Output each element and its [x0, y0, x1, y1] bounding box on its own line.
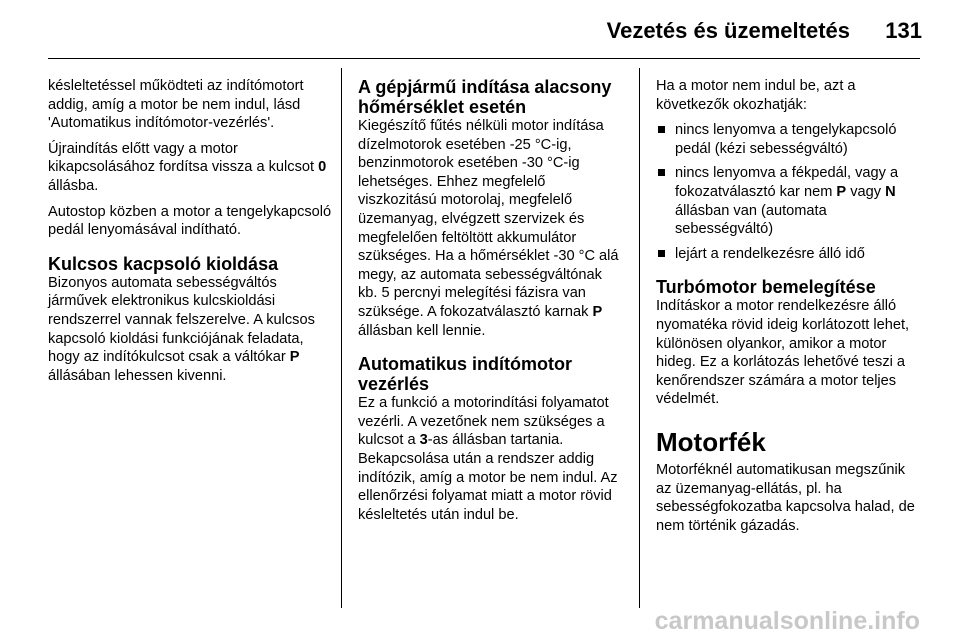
text: Kiegészítő fűtés nélküli motor indítása dízelmotorok esetében -25 °C-ig, benzinmotorok esetében -30 °C-ig lehetséges. Ehhez megfelelő viszkozitású motorolaj, megfelelő üzemanyag, elvégzett szervizek és megfelelően feltöltött akkumulátor szükséges. Ha a hőmérséklet -30 °C alá megy, az automata sebességváltónak kb. 5 percnyi melegítési fázisra van szüksége. A fokozatválasztó karnak — [358, 118, 619, 320]
key-position: 3 — [419, 432, 428, 449]
bullet-list — [656, 121, 920, 263]
paragraph — [358, 117, 620, 340]
chapter-title: Vezetés és üzemeltetés — [606, 18, 850, 43]
page-header — [0, 0, 960, 60]
section-heading: Kulcsos kacpsoló kioldása — [48, 253, 279, 274]
text: vagy — [846, 183, 886, 200]
paragraph — [48, 274, 338, 386]
text: nincs lenyomva a fékpedál, vagy a fokozatválasztó kar nem — [675, 165, 899, 200]
key-position: 0 — [318, 159, 327, 176]
header-rule — [48, 58, 920, 59]
text: állásában lehessen kivenni. — [48, 367, 227, 384]
column-divider — [341, 68, 342, 608]
key-position: P — [836, 183, 847, 200]
text: Bizonyos automata sebességváltós járművek elektronikus kulcskioldási rendszerrel vannak felszerelve. A kulcsos kapcsoló kioldási funkciójának feladata, hogy az indítókulcsot csak a váltókar — [48, 274, 315, 366]
section-heading: Turbómotor bemelegítése — [656, 277, 876, 298]
text: Ez a funkció a motorindítási folyamatot vezérli. A vezetőnek nem szükséges a kulcsot a — [358, 395, 609, 449]
right-column — [656, 77, 920, 542]
section-heading: A gépjármű indítása alacsony hőmérséklet esetén — [358, 77, 612, 117]
list-item: nincs lenyomva a tengelykapcsoló pedál (kézi sebességváltó) — [656, 121, 920, 158]
paragraph — [358, 394, 620, 524]
paragraph: Motorféknél automatikusan megszűnik az üzemanyag-ellátás, pl. ha sebességfokozatba kapcsolva halad, de nem történik gázadás. — [656, 461, 915, 534]
key-position: P — [592, 303, 603, 320]
list-item — [656, 164, 920, 238]
key-position: N — [885, 183, 896, 200]
middle-column — [358, 77, 620, 531]
text: állásban van (automata sebességváltó) — [675, 202, 827, 238]
left-column — [48, 77, 338, 392]
paragraph: Indításkor a motor rendelkezésre álló nyomatéka rövid ideig korlátozott lehet, különösen olyankor, amikor a motor hideg. Ez a korlátozás lehetővé teszi a kenőrendszer számára a motor teljes védelmét. — [656, 298, 910, 408]
paragraph: Autostop közben a motor a tengelykapcsoló pedál lenyomásával indítható. — [48, 203, 332, 239]
list-item: lejárt a rendelkezésre álló idő — [656, 245, 920, 264]
text: állásba. — [48, 177, 99, 194]
column-divider — [639, 68, 640, 608]
watermark: carmanualsonline.info — [654, 607, 920, 635]
text: Újraindítás előtt vagy a motor kikapcsolásához fordítsa vissza a kulcsot — [48, 140, 319, 176]
text: állásban kell lennie. — [358, 322, 486, 339]
paragraph: Ha a motor nem indul be, azt a következők okozhatják: — [656, 78, 856, 113]
paragraph — [48, 140, 338, 196]
text: -as állásban tartania. Bekapcsolása után a rendszer addig indítózik, amíg a motor be nem indul. Az ellenőrzési folyamat miatt a motor rövid késleltetés után indul be. — [358, 432, 618, 523]
section-heading: Automatikus indítómotor vezérlés — [358, 354, 572, 395]
paragraph: késleltetéssel működteti az indítómotort addig, amíg a motor be nem indul, lásd 'Automatikus indítómotor-vezérlés'. — [48, 78, 304, 132]
page-number: 131 — [885, 18, 922, 43]
chapter-heading: Motorfék — [656, 426, 766, 457]
key-position: P — [289, 349, 300, 366]
